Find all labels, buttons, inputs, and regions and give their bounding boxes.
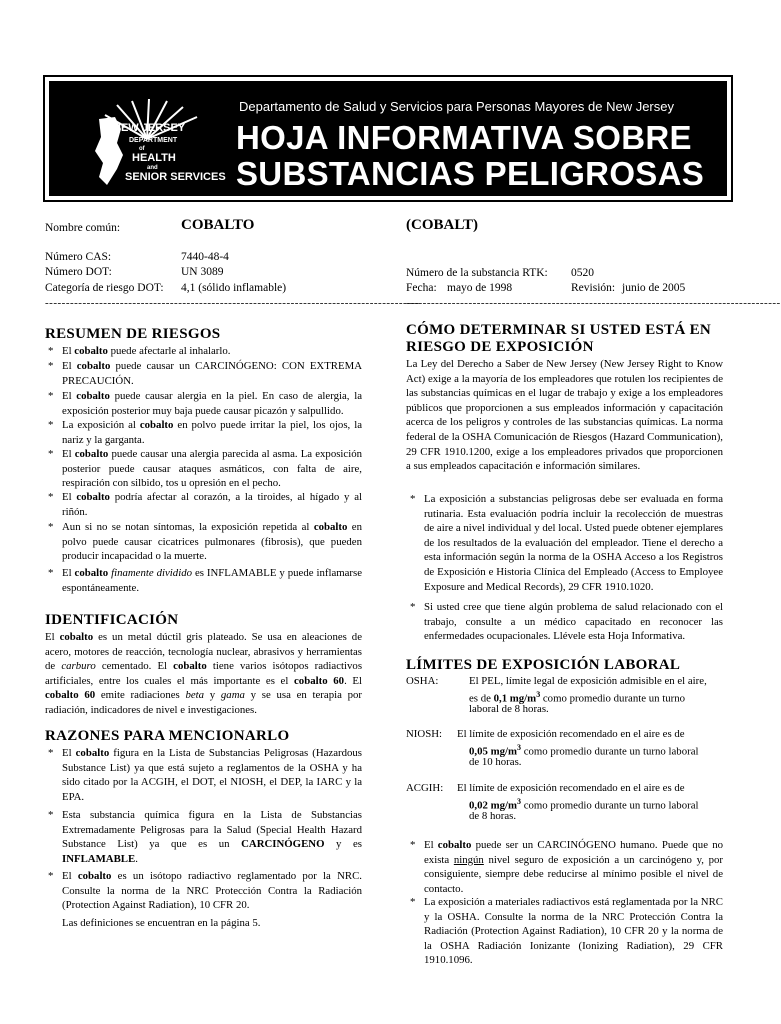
como-heading-line2: RIESGO DE EXPOSICIÓN <box>406 339 594 355</box>
resumen-bullet: * El cobalto podría afectar al corazón, a la tiroides, al hígado y al riñón. <box>48 491 362 518</box>
como-heading-line1: CÓMO DETERMINAR SI USTED ESTÁ EN <box>406 322 712 338</box>
rtk-label: Número de la substancia RTK: <box>406 267 548 279</box>
rtk-number: 0520 <box>571 267 594 279</box>
limites-heading: LÍMITES DE EXPOSICIÓN LABORAL <box>406 657 681 673</box>
razones-bullet: * Esta substancia química figura en la Lista de Substancias Extremadamente Peligrosas para la Salud (Special Health Hazard Substance List) ya que es un CARCINÓGENO y es INFLAMABLE. <box>48 809 362 865</box>
identificacion-heading: IDENTIFICACIÓN <box>45 612 179 628</box>
razones-heading: RAZONES PARA MENCIONARLO <box>45 728 290 744</box>
como-text: La Ley del Derecho a Saber de New Jersey (New Jersey Right to Know Act) exige a la mayoría de los empleadores que rotulen los recipientes de las substancias químicas en el lugar de trabajo y exige a los empleadores públicos que proporcionen a sus empleados información y capacitación acerca de los peligros y controles de las substancias químicas. La norma federal de la OSHA Comunicación de Riesgos (Hazard Communication), 29 CFR 1910.1200, exige a los empleadores privados que proporcionen a sus empleados capacitación e información similares. <box>406 358 723 473</box>
resumen-bullet: * La exposición al cobalto en polvo puede irritar la piel, los ojos, la nariz y la garganta. <box>48 419 362 446</box>
resumen-bullet: * El cobalto puede causar alergia en la piel. En caso de alergia, la exposición posterior muy baja puede causar picazón y salpullido. <box>48 390 363 417</box>
resumen-bullet: * El cobalto puede causar una alergia parecida al asma. La exposición posterior puede causar ataques asmáticos, con falta de aire, respiración con silbido, tos u opresión en el pecho. <box>48 448 363 490</box>
dot-label: Número DOT: <box>45 266 112 278</box>
como-bullet: * Si usted cree que tiene algún problema de salud relacionado con el trabajo, consulte a un médico capacitado en reconocer las enfermedades ocupacionales. Llévele esta Hoja Informativa. <box>410 601 723 643</box>
razones-bullet: * El cobalto es un isótopo radiactivo reglamentado por la NRC. Consulte la norma de la NRC Protección Contra la Radiación (Protection Against Radiation), 10 CFR 20. <box>48 870 362 912</box>
nj-health-logo <box>77 99 247 189</box>
como-bullet: * La exposición a substancias peligrosas debe ser evaluada en forma rutinaria. Esta evaluación podría incluir la recolección de muestras de aire a nivel individual y del local. Usted puede obtener ejemplares de los resultados de la evaluación del empleador. Tiene el derecho a esta información según la norma de la OSHA Acceso a los Registros de Exposición e Historia Clínica del Empleado (Access to Employee Exposure and Medical Records), 29 CFR 1910.1020. <box>410 493 723 593</box>
dot-risk-label: Categoría de riesgo DOT: <box>45 282 164 294</box>
resumen-bullet: * El cobalto finamente dividido es INFLAMABLE y puede inflamarse espontáneamente. <box>48 567 363 594</box>
razones-bullet: * El cobalto figura en la Lista de Substancias Peligrosas (Hazardous Substance List) ya que está sujeto a reglamentos de la OSHA y ha sido citado por la ACGIH, el DOT, el NIOSH, el DEP, la IARC y la EPA. <box>48 747 363 803</box>
identificacion-text: El cobalto es un metal dúctil gris plateado. Se usa en aleaciones de acero, motores de reacción, tecnología nuclear, abrasivos y herramientas de carburo cementado. El cobalto tiene varios isótopos radiactivos artificiales, entre los cuales el más importante es el cobalto 60. El cobalto 60 emite radiaciones beta y gama y se usa en terapia por radiación, indicadores de nivel e investigaciones. <box>45 631 363 716</box>
date-value: mayo de 1998 <box>447 282 513 294</box>
resumen-heading: RESUMEN DE RIESGOS <box>45 326 221 342</box>
logo-text-department: DEPARTMENT <box>129 137 178 144</box>
logo-text-health: HEALTH <box>132 152 176 164</box>
cas-label: Número CAS: <box>45 251 112 263</box>
logo-text-new-jersey: NEW JERSEY <box>113 122 186 134</box>
niosh-line2: 0,05 $mg/m^3$ como promedio durante un turno laboral <box>469 743 699 758</box>
niosh-label: NIOSH: <box>406 728 442 740</box>
logo-text-and: and <box>147 165 158 171</box>
acgih-label: ACGIH: <box>406 782 444 794</box>
logo-text-of: of <box>139 146 145 152</box>
niosh-line3: de 10 horas. <box>469 756 522 768</box>
banner-title-line1: HOJA INFORMATIVA SOBRE <box>236 119 692 156</box>
department-line: Departamento de Salud y Servicios para Personas Mayores de New Jersey <box>239 99 674 114</box>
dot-number: UN 3089 <box>181 266 224 278</box>
common-name-label: Nombre común: <box>45 222 121 234</box>
revision-label: Revisión: <box>571 282 616 294</box>
limites-bullet: * El cobalto puede ser un CARCINÓGENO humano. Puede que no exista ningún nivel seguro de exposición a un carcinógeno y, por consiguiente, siempre debe reducirse al mínimo posible el nivel de contacto. <box>410 839 723 895</box>
osha-line1: El PEL, límite legal de exposición admisible en el aire, <box>469 675 707 687</box>
osha-line3: laboral de 8 horas. <box>469 703 549 715</box>
cas-number: 7440-48-4 <box>181 251 229 263</box>
acgih-line2: 0,02 $mg/m^3$ como promedio durante un turno laboral <box>469 797 699 812</box>
limites-bullet: * La exposición a materiales radiactivos está reglamentada por la NRC y la OSHA. Consulte la norma de la NRC Protección Contra la Radiación (Protection Against Radiation), 10 CFR 20 y la norma de la OSHA Radiación Ionizante (Ionizing Radiation), 29 CFR 1910.1096. <box>410 896 723 967</box>
acgih-line1: El límite de exposición recomendado en el aire es de <box>457 782 685 794</box>
razones-bullet: Las definiciones se encuentran en la página 5. <box>62 917 261 929</box>
niosh-line1: El límite de exposición recomendado en el aire es de <box>457 728 685 740</box>
logo-text-senior-services: SENIOR SERVICES <box>125 171 226 183</box>
divider-left: ------------------------------------------------------------------------------------------ <box>45 297 420 309</box>
revision-value: junio de 2005 <box>622 282 686 294</box>
resumen-bullet: * Aun si no se notan síntomas, la exposición repetida al cobalto en polvo puede causar cicatrices pulmonares (fibrosis), que pueden producir incapacidad o la muerte. <box>48 521 362 563</box>
dot-risk: 4,1 (sólido inflamable) <box>181 282 287 294</box>
resumen-bullet: * El cobalto puede causar un CARCINÓGENO: CON EXTREMA PRECAUCIÓN. <box>48 360 363 387</box>
osha-line2: es de 0,1 $mg/m^3$ como promedio durante un turno <box>469 690 686 705</box>
osha-label: OSHA: <box>406 675 439 687</box>
acgih-line3: de 8 horas. <box>469 810 517 822</box>
banner-title-line2: SUBSTANCIAS PELIGROSAS <box>236 155 705 192</box>
resumen-bullet: * El cobalto puede afectarle al inhalarlo. <box>48 345 231 357</box>
banner-background <box>49 81 727 196</box>
header-banner <box>43 75 733 202</box>
common-name: COBALTO <box>181 217 255 233</box>
divider-right: ------------------------------------------------------------------------------------------ <box>406 297 781 309</box>
date-label: Fecha: <box>406 282 437 294</box>
english-name: (COBALT) <box>406 217 478 233</box>
